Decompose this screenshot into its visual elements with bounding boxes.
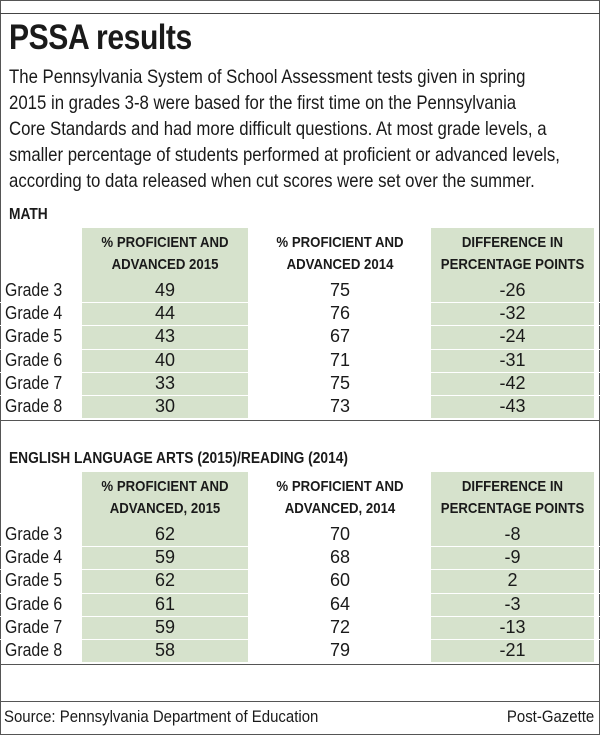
table-cell: 59 xyxy=(154,616,176,637)
column-header: % PROFICIENT AND xyxy=(276,234,404,251)
table-cell: 61 xyxy=(154,593,176,614)
row-label: Grade 4 xyxy=(5,547,63,568)
table-cell: -13 xyxy=(499,616,526,637)
table-cell: 68 xyxy=(329,547,351,568)
row-label: Grade 5 xyxy=(5,570,63,591)
column-header: DIFFERENCE IN xyxy=(461,234,564,251)
column-header: ADVANCED 2014 xyxy=(286,256,394,273)
table-cell: 67 xyxy=(329,326,351,347)
row-label: Grade 5 xyxy=(5,326,63,347)
table-cell: 33 xyxy=(154,372,176,393)
table-cell: 64 xyxy=(329,593,351,614)
table-cell: 62 xyxy=(154,524,176,544)
table-cell: -24 xyxy=(499,326,526,347)
table-cell: -21 xyxy=(499,640,526,660)
column-header: ADVANCED, 2014 xyxy=(284,500,396,517)
row-label: Grade 6 xyxy=(5,593,63,614)
intro-line: 2015 in grades 3-8 were based for the first time on the Pennsylvania xyxy=(9,92,517,114)
row-label: Grade 6 xyxy=(5,349,63,370)
table-cell: 60 xyxy=(329,570,351,591)
section-title: ENGLISH LANGUAGE ARTS (2015)/READING (2014) xyxy=(9,450,348,467)
source-note: Source: Pennsylvania Department of Education xyxy=(4,707,319,726)
footer-divider xyxy=(0,701,600,702)
column-header: ADVANCED, 2015 xyxy=(109,500,221,517)
table-cell: 43 xyxy=(154,326,176,347)
table-cell: 30 xyxy=(154,396,176,416)
column-header: ADVANCED 2015 xyxy=(111,256,219,273)
row-label: Grade 8 xyxy=(5,640,63,660)
table-cell: -9 xyxy=(504,547,521,568)
table-cell: -32 xyxy=(499,303,526,324)
table-cell: -8 xyxy=(504,524,521,544)
intro-line: according to data released when cut scores were set over the summer. xyxy=(9,170,535,192)
credit-label: Post-Gazette xyxy=(506,707,594,726)
table-divider xyxy=(0,420,600,421)
table-cell: 2 xyxy=(507,570,518,591)
table-cell: -43 xyxy=(499,396,526,416)
table-cell: 79 xyxy=(329,640,351,660)
intro-text xyxy=(9,64,577,194)
section-title: MATH xyxy=(9,206,48,223)
column-header: PERCENTAGE POINTS xyxy=(440,500,585,517)
table-cell: -3 xyxy=(504,593,521,614)
column-header: DIFFERENCE IN xyxy=(461,478,564,495)
table-cell: 49 xyxy=(154,280,176,300)
table-cell: 75 xyxy=(329,372,351,393)
row-label: Grade 7 xyxy=(5,372,63,393)
table-cell: 75 xyxy=(329,280,351,300)
table-cell: 58 xyxy=(154,640,176,660)
table-cell: 76 xyxy=(329,303,351,324)
table-cell: 40 xyxy=(154,349,176,370)
row-label: Grade 3 xyxy=(5,524,63,544)
table-cell: 62 xyxy=(154,570,176,591)
column-header: % PROFICIENT AND xyxy=(101,478,229,495)
row-label: Grade 7 xyxy=(5,616,63,637)
table-cell: -42 xyxy=(499,372,526,393)
intro-line: The Pennsylvania System of School Assessment tests given in spring xyxy=(9,66,526,88)
table-cell: 70 xyxy=(329,524,351,544)
table-cell: 72 xyxy=(329,616,351,637)
intro-line: Core Standards and had more difficult questions. At most grade levels, a xyxy=(9,118,547,140)
row-label: Grade 8 xyxy=(5,396,63,416)
page-title: PSSA results xyxy=(9,18,192,57)
row-label: Grade 4 xyxy=(5,303,63,324)
column-header: % PROFICIENT AND xyxy=(101,234,229,251)
top-rule xyxy=(0,0,600,14)
column-header: % PROFICIENT AND xyxy=(276,478,404,495)
table-cell: 73 xyxy=(329,396,351,416)
table-cell: -31 xyxy=(499,349,526,370)
table-divider xyxy=(0,664,600,665)
row-label: Grade 3 xyxy=(5,280,63,300)
intro-line: smaller percentage of students performed at proficient or advanced levels, xyxy=(9,144,560,166)
table-cell: -26 xyxy=(499,280,526,300)
column-header: PERCENTAGE POINTS xyxy=(440,256,585,273)
table-cell: 59 xyxy=(154,547,176,568)
table-cell: 71 xyxy=(329,349,351,370)
table-cell: 44 xyxy=(154,303,176,324)
